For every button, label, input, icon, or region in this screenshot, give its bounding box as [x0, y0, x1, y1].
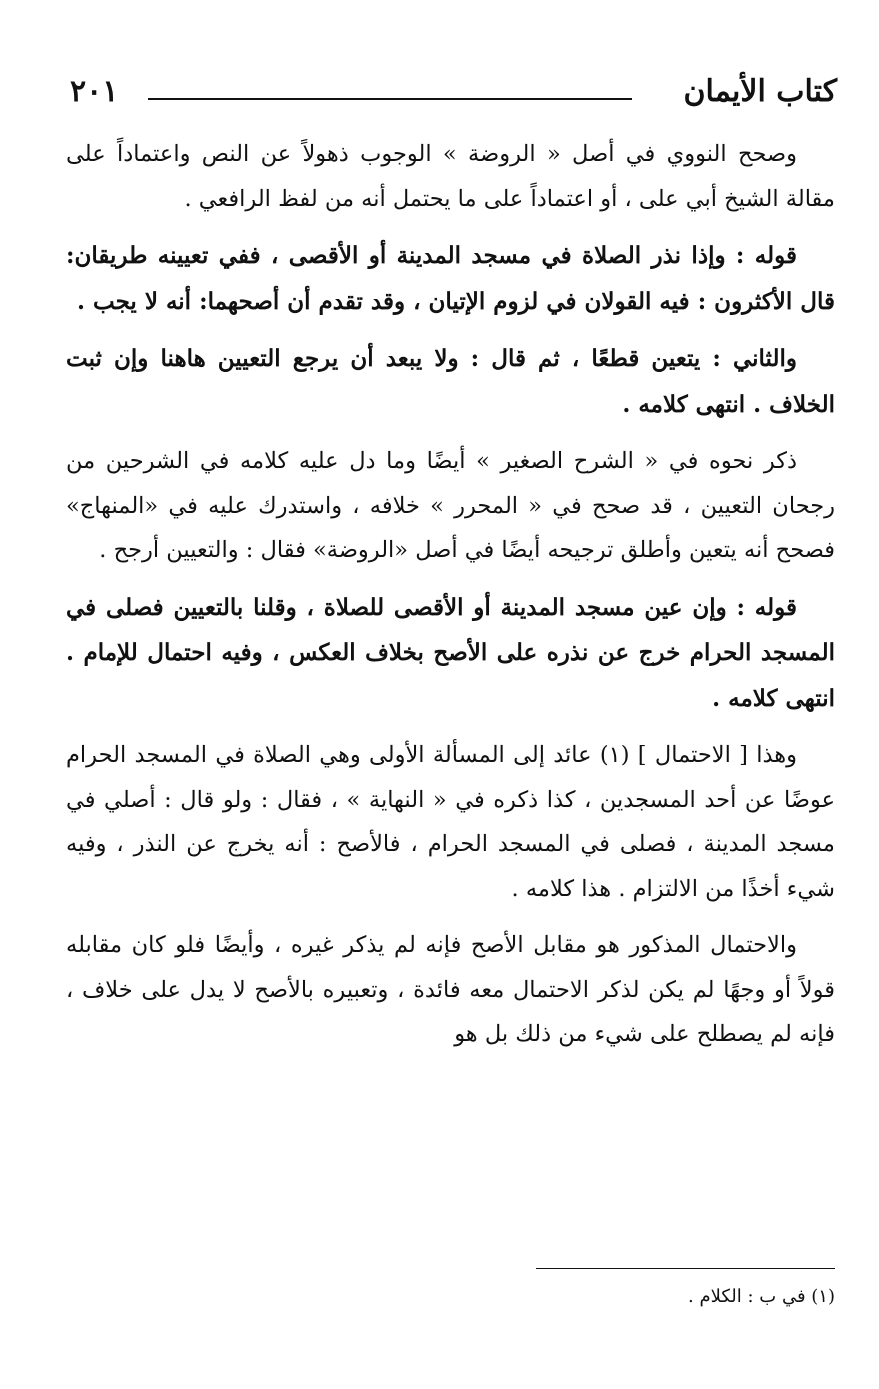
footnote-rule [536, 1268, 835, 1269]
paragraph: وصحح النووي في أصل « الروضة » الوجوب ذهولاً عن النص واعتماداً على مقالة الشيخ أبي على ، أو اعتماداً على ما يحتمل أنه من لفظ الرافعي . [66, 141, 835, 212]
paragraph: ذكر نحوه في « الشرح الصغير » أيضًا وما دل عليه كلامه في الشرحين من رجحان التعيين ، قد صحح في « المحرر » خلافه ، واستدرك عليه في «المنهاج» فصحح أنه يتعين وأطلق ترجيحه أيضًا في أصل «الروضة» فقال : والتعيين أرجح . [66, 448, 835, 563]
paragraph: والثاني : يتعين قطعًا ، ثم قال : ولا يبعد أن يرجع التعيين هاهنا وإن ثبت الخلاف . انتهى كلامه . [66, 345, 835, 418]
page-number: ٢٠١ [70, 74, 119, 109]
paragraph: قوله : وإذا نذر الصلاة في مسجد المدينة أو الأقصى ، ففي تعيينه طريقان: قال الأكثرون : فيه القولان في لزوم الإتيان ، وقد تقدم أن أصحهما: أنه لا يجب . [66, 242, 835, 315]
page-body [66, 132, 835, 1069]
paragraph: والاحتمال المذكور هو مقابل الأصح فإنه لم يذكر غيره ، وأيضًا فلو كان مقابله قولاً أو وجهًا لم يكن لذكر الاحتمال معه فائدة ، وتعبيره بالأصح لا يدل على خلاف ، فإنه لم يصطلح على شيء من ذلك بل هو [66, 932, 835, 1047]
header-rule [148, 98, 632, 100]
running-header [64, 74, 837, 124]
chapter-title: كتاب الأيمان [683, 74, 837, 109]
paragraph: وهذا [ الاحتمال ] (١) عائد إلى المسألة الأولى وهي الصلاة في المسجد الحرام عوضًا عن أحد المسجدين ، كذا ذكره في « النهاية » ، فقال : ولو قال : أصلي في مسجد المدينة ، فصلى في المسجد الحرام ، فالأصح : أنه يخرج عن النذر ، وفيه شيء أخذًا من الالتزام . هذا كلامه . [66, 742, 835, 902]
paragraph: قوله : وإن عين مسجد المدينة أو الأقصى للصلاة ، وقلنا بالتعيين فصلى في المسجد الحرام خرج عن نذره على الأصح بخلاف العكس ، وفيه احتمال للإمام . انتهى كلامه . [66, 593, 835, 712]
footnote: (١) في ب : الكلام . [688, 1286, 835, 1307]
